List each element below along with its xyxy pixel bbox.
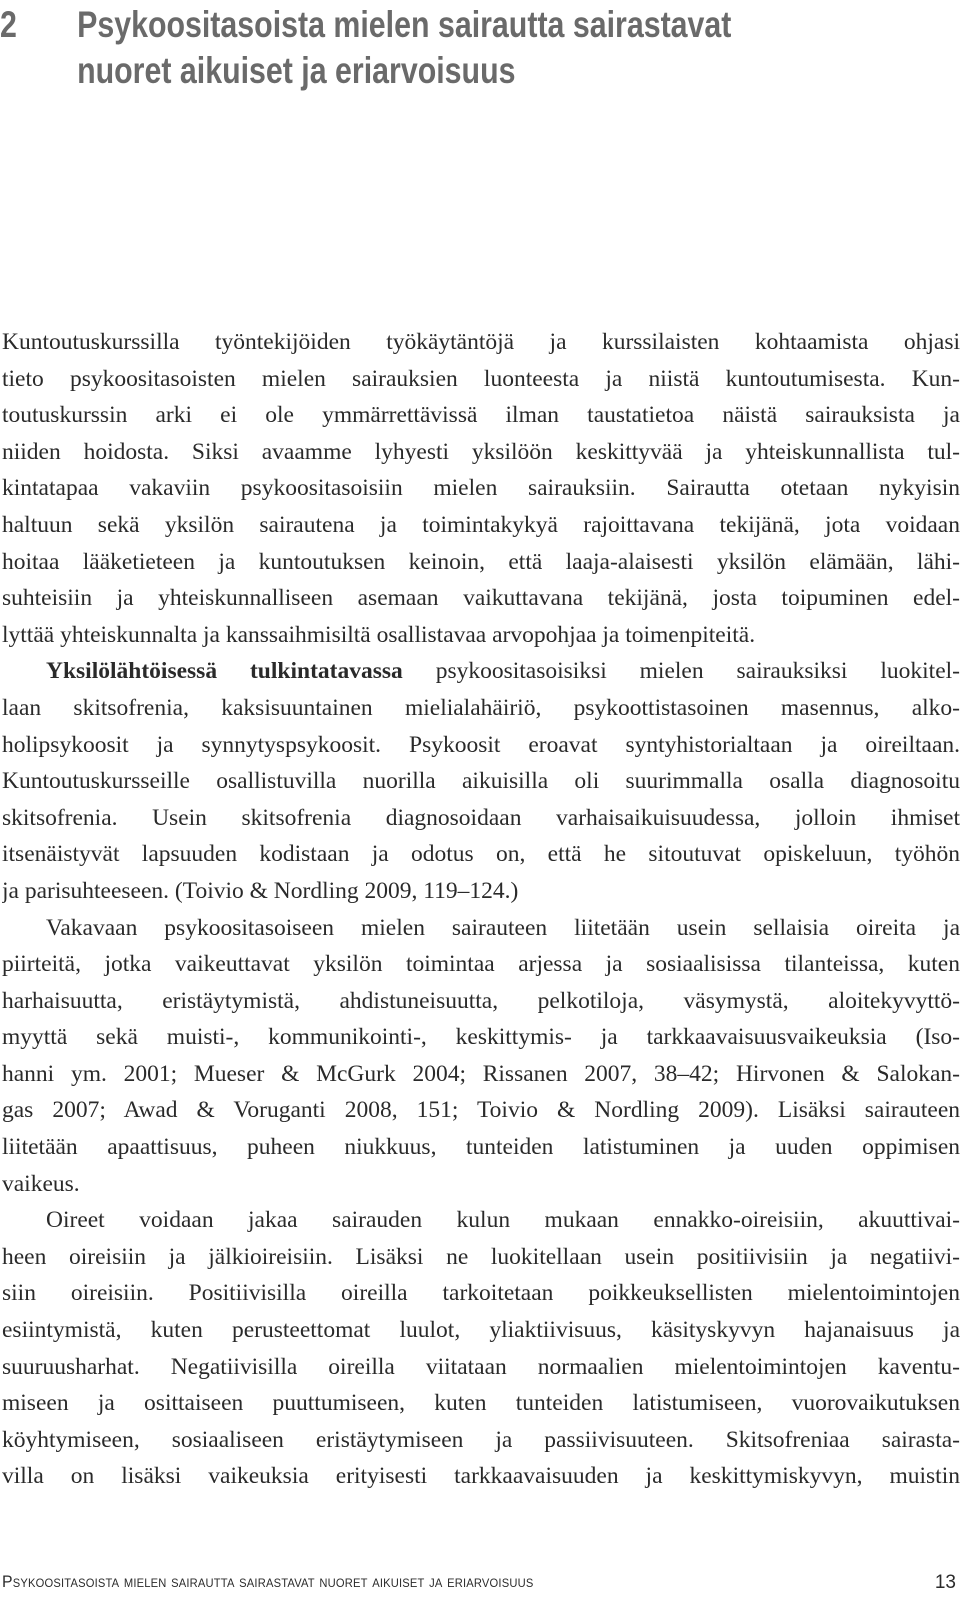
page-number: 13 <box>934 1572 956 1593</box>
text-line: liitetään apaattisuus, puheen niukkuus, tunteiden latistuminen ja uuden oppimisen <box>2 1134 960 1161</box>
text-line: Vakavaan psykoositasoiseen mielen sairauteen liitetään usein sellaisia oireita ja <box>46 914 960 941</box>
text-line: villa on lisäksi vaikeuksia erityisesti tarkkaavaisuuden ja keskittymiskyvyn, muistin <box>2 1463 960 1490</box>
chapter-title-line: Psykoositasoista mielen sairautta sairastavat <box>77 4 732 45</box>
text-line: myyttä sekä muisti-, kommunikointi-, keskittymis- ja tarkkaavaisuusvaikeuksia (Iso- <box>2 1024 960 1051</box>
text-line: Oireet voidaan jakaa sairauden kulun mukaan ennakko-oireisiin, akuuttivai- <box>46 1207 960 1234</box>
text-line: esiintymistä, kuten perusteettomat luulot, yliaktiivisuus, käsityskyvyn hajanaisuus ja <box>2 1317 960 1344</box>
text-line: Kuntoutuskurssilla työntekijöiden työkäytäntöjä ja kurssilaisten kohtaamista ohjasi <box>2 329 960 355</box>
text-line: holipsykoosit ja synnytyspsykoosit. Psykoosit eroavat syntyhistorialtaan ja oireiltaan. <box>2 731 960 758</box>
text-line: vaikeus. <box>2 1170 80 1197</box>
text-line: skitsofrenia. Usein skitsofrenia diagnosoidaan varhaisaikuisuudessa, jolloin ihmiset <box>2 804 960 831</box>
chapter-title-line: nuoret aikuiset ja eriarvoisuus <box>77 50 516 91</box>
text-line: hoitaa lääketieteen ja kuntoutuksen keinoin, että laaja-alaisesti yksilön elämään, lähi- <box>2 548 960 575</box>
chapter-heading <box>0 0 787 120</box>
text-line: toutuskurssin arki ei ole ymmärrettävissä ilman taustatietoa näistä sairauksista ja <box>2 402 960 429</box>
text-line: siin oireisiin. Positiivisilla oireilla tarkoitetaan poikkeuksellisten mielentoimintojen <box>2 1280 960 1307</box>
text-line: heen oireisiin ja jälkioireisiin. Lisäksi ne luokitellaan usein positiivisiin ja negatiivi- <box>2 1243 960 1270</box>
running-head: Psykoositasoista mielen sairautta sairastavat nuoret aikuiset ja eriarvoisuus <box>2 1572 534 1591</box>
body-text <box>2 324 960 1495</box>
emphasis-phrase: Yksilölähtöisessä tulkintatavassa <box>46 658 403 685</box>
text-line-rest: psykoositasoisiksi mielen sairauksiksi luokitel- <box>435 658 960 685</box>
text-line: niiden hoidosta. Siksi avaamme lyhyesti yksilöön keskittyvää ja yhteiskunnallista tul- <box>2 438 960 465</box>
text-line <box>2 653 960 690</box>
text-line: suhteisiin ja yhteiskunnalliseen asemaan vaikuttavana tekijänä, josta toipuminen edel- <box>2 585 960 612</box>
text-line: Kuntoutuskursseille osallistuvilla nuorilla aikuisilla oli suurimmalla osalla diagnosoitu <box>2 768 960 795</box>
page-footer <box>0 1572 960 1596</box>
text-line: suuruusharhat. Negatiivisilla oireilla viitataan normaalien mielentoimintojen kaventu- <box>2 1353 960 1380</box>
text-line: lyttää yhteiskunnalta ja kanssaihmisiltä osallistavaa arvopohjaa ja toimenpiteitä. <box>2 621 756 648</box>
text-line: itsenäistyvät lapsuuden kodistaan ja odotus on, että he sitoutuvat opiskeluun, työhön <box>2 841 960 868</box>
text-line: hanni ym. 2001; Mueser & McGurk 2004; Rissanen 2007, 38–42; Hirvonen & Salokan- <box>2 1060 960 1087</box>
text-line: gas 2007; Awad & Voruganti 2008, 151; Toivio & Nordling 2009). Lisäksi sairauteen <box>2 1097 960 1124</box>
text-line: laan skitsofrenia, kaksisuuntainen mielialahäiriö, psykoottistasoinen masennus, alko- <box>2 694 960 721</box>
text-line: ja parisuhteeseen. (Toivio & Nordling 2009, 119–124.) <box>2 877 519 904</box>
text-line: tieto psykoositasoisten mielen sairauksien luonteesta ja niistä kuntoutumisesta. Kun- <box>2 365 960 392</box>
text-line: köyhtymiseen, sosiaaliseen eristäytymiseen ja passiivisuuteen. Skitsofreniaa sairasta- <box>2 1426 960 1453</box>
text-line: piirteitä, jotka vaikeuttavat yksilön toimintaa arjessa ja sosiaalisissa tilanteissa, kuten <box>2 951 960 978</box>
text-line: miseen ja osittaiseen puuttumiseen, kuten tunteiden latistumiseen, vuorovaikutuksen <box>2 1390 960 1417</box>
chapter-number: 2 <box>0 4 17 45</box>
text-line: harhaisuutta, eristäytymistä, ahdistuneisuutta, pelkotiloja, väsymystä, aloitekyvyttö- <box>2 987 960 1014</box>
text-line: kintatapaa vakaviin psykoositasoisiin mielen sairauksiin. Sairautta otetaan nykyisin <box>2 475 960 502</box>
text-line: haltuun sekä yksilön sairautena ja toimintakykyä rajoittavana tekijänä, jota voidaan <box>2 511 960 538</box>
chapter-title <box>77 2 897 94</box>
